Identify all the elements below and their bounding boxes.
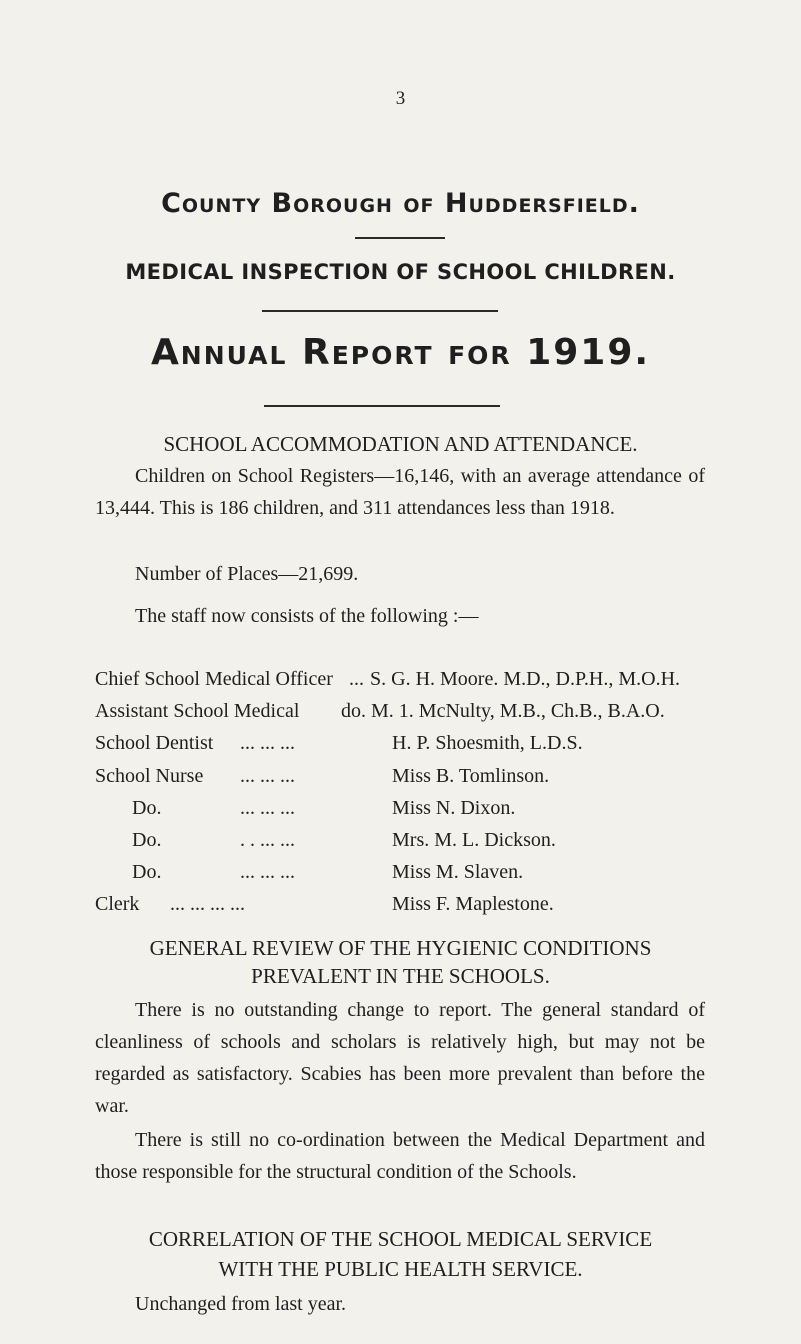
staff-row <box>95 829 735 861</box>
review-paragraph-1: There is no outstanding change to report. The general standard of cleanliness of schools and scholars is relatively high, but may not be regarded as satisfactory. Scabies has been more prevalent than before the war. <box>95 999 705 1117</box>
staff-dots: ... ... ... ... <box>170 893 245 916</box>
divider-1 <box>355 237 445 239</box>
staff-name: Miss N. Dixon. <box>392 796 516 819</box>
divider-2 <box>262 310 498 312</box>
divider-3 <box>264 405 500 407</box>
staff-row <box>95 797 735 829</box>
staff-name: Miss B. Tomlinson. <box>392 764 550 787</box>
staff-dots: ... ... ... <box>240 764 295 787</box>
staff-dots: . . ... ... <box>240 828 295 851</box>
county-title: County Borough of Huddersfield. <box>161 188 640 219</box>
staff-role: Assistant School Medical <box>95 700 300 723</box>
staff-name: do. M. 1. McNulty, M.B., Ch.B., B.A.O. <box>341 700 665 723</box>
staff-row <box>95 732 735 764</box>
staff-row <box>95 700 735 732</box>
medical-inspection-title: MEDICAL INSPECTION OF SCHOOL CHILDREN. <box>125 260 676 284</box>
staff-dots: ... ... ... <box>240 732 295 755</box>
staff-name: Miss M. Slaven. <box>392 861 524 884</box>
staff-name: Mrs. M. L. Dickson. <box>392 828 556 851</box>
staff-role: Do. <box>132 796 162 819</box>
section-heading-correlation-2: WITH THE PUBLIC HEALTH SERVICE. <box>218 1257 583 1281</box>
staff-dots: ... <box>349 668 364 690</box>
staff-dots: ... ... ... <box>240 796 295 819</box>
staff-intro-paragraph: The staff now consists of the following :— <box>135 605 479 627</box>
staff-row <box>95 765 735 797</box>
section-heading-accommodation: SCHOOL ACCOMMODATION AND ATTENDANCE. <box>163 432 638 456</box>
staff-role: Do. <box>132 828 162 851</box>
staff-name: H. P. Shoesmith, L.D.S. <box>392 732 583 755</box>
staff-name: Miss F. Maplestone. <box>392 893 554 916</box>
staff-row <box>95 893 735 925</box>
staff-row <box>95 668 735 700</box>
registers-paragraph: Children on School Registers—16,146, with an average attendance of 13,444. This is 186 children, and 311 attendances less than 1918. <box>95 465 705 519</box>
review-paragraph-2: There is still no co-ordination between the Medical Department and those responsible for the structural condition of the Schools. <box>95 1129 705 1183</box>
staff-dots: ... ... ... <box>240 861 295 884</box>
correlation-paragraph: Unchanged from last year. <box>135 1293 347 1315</box>
staff-role: Do. <box>132 861 162 884</box>
section-heading-review-1: GENERAL REVIEW OF THE HYGIENIC CONDITIONS <box>149 936 652 960</box>
staff-row <box>95 861 735 893</box>
staff-role: School Dentist <box>95 732 214 755</box>
staff-name: S. G. H. Moore. M.D., D.P.H., M.O.H. <box>370 668 681 690</box>
staff-role: Chief School Medical Officer <box>95 668 333 690</box>
section-heading-review-2: PREVALENT IN THE SCHOOLS. <box>251 964 550 988</box>
page-number: 3 <box>395 88 406 109</box>
staff-role: School Nurse <box>95 764 204 787</box>
staff-role: Clerk <box>95 893 140 916</box>
places-paragraph: Number of Places—21,699. <box>135 563 359 585</box>
section-heading-correlation-1: CORRELATION OF THE SCHOOL MEDICAL SERVICE <box>148 1227 653 1251</box>
report-title: Annual Report for 1919. <box>150 332 651 373</box>
staff-list <box>95 668 735 926</box>
